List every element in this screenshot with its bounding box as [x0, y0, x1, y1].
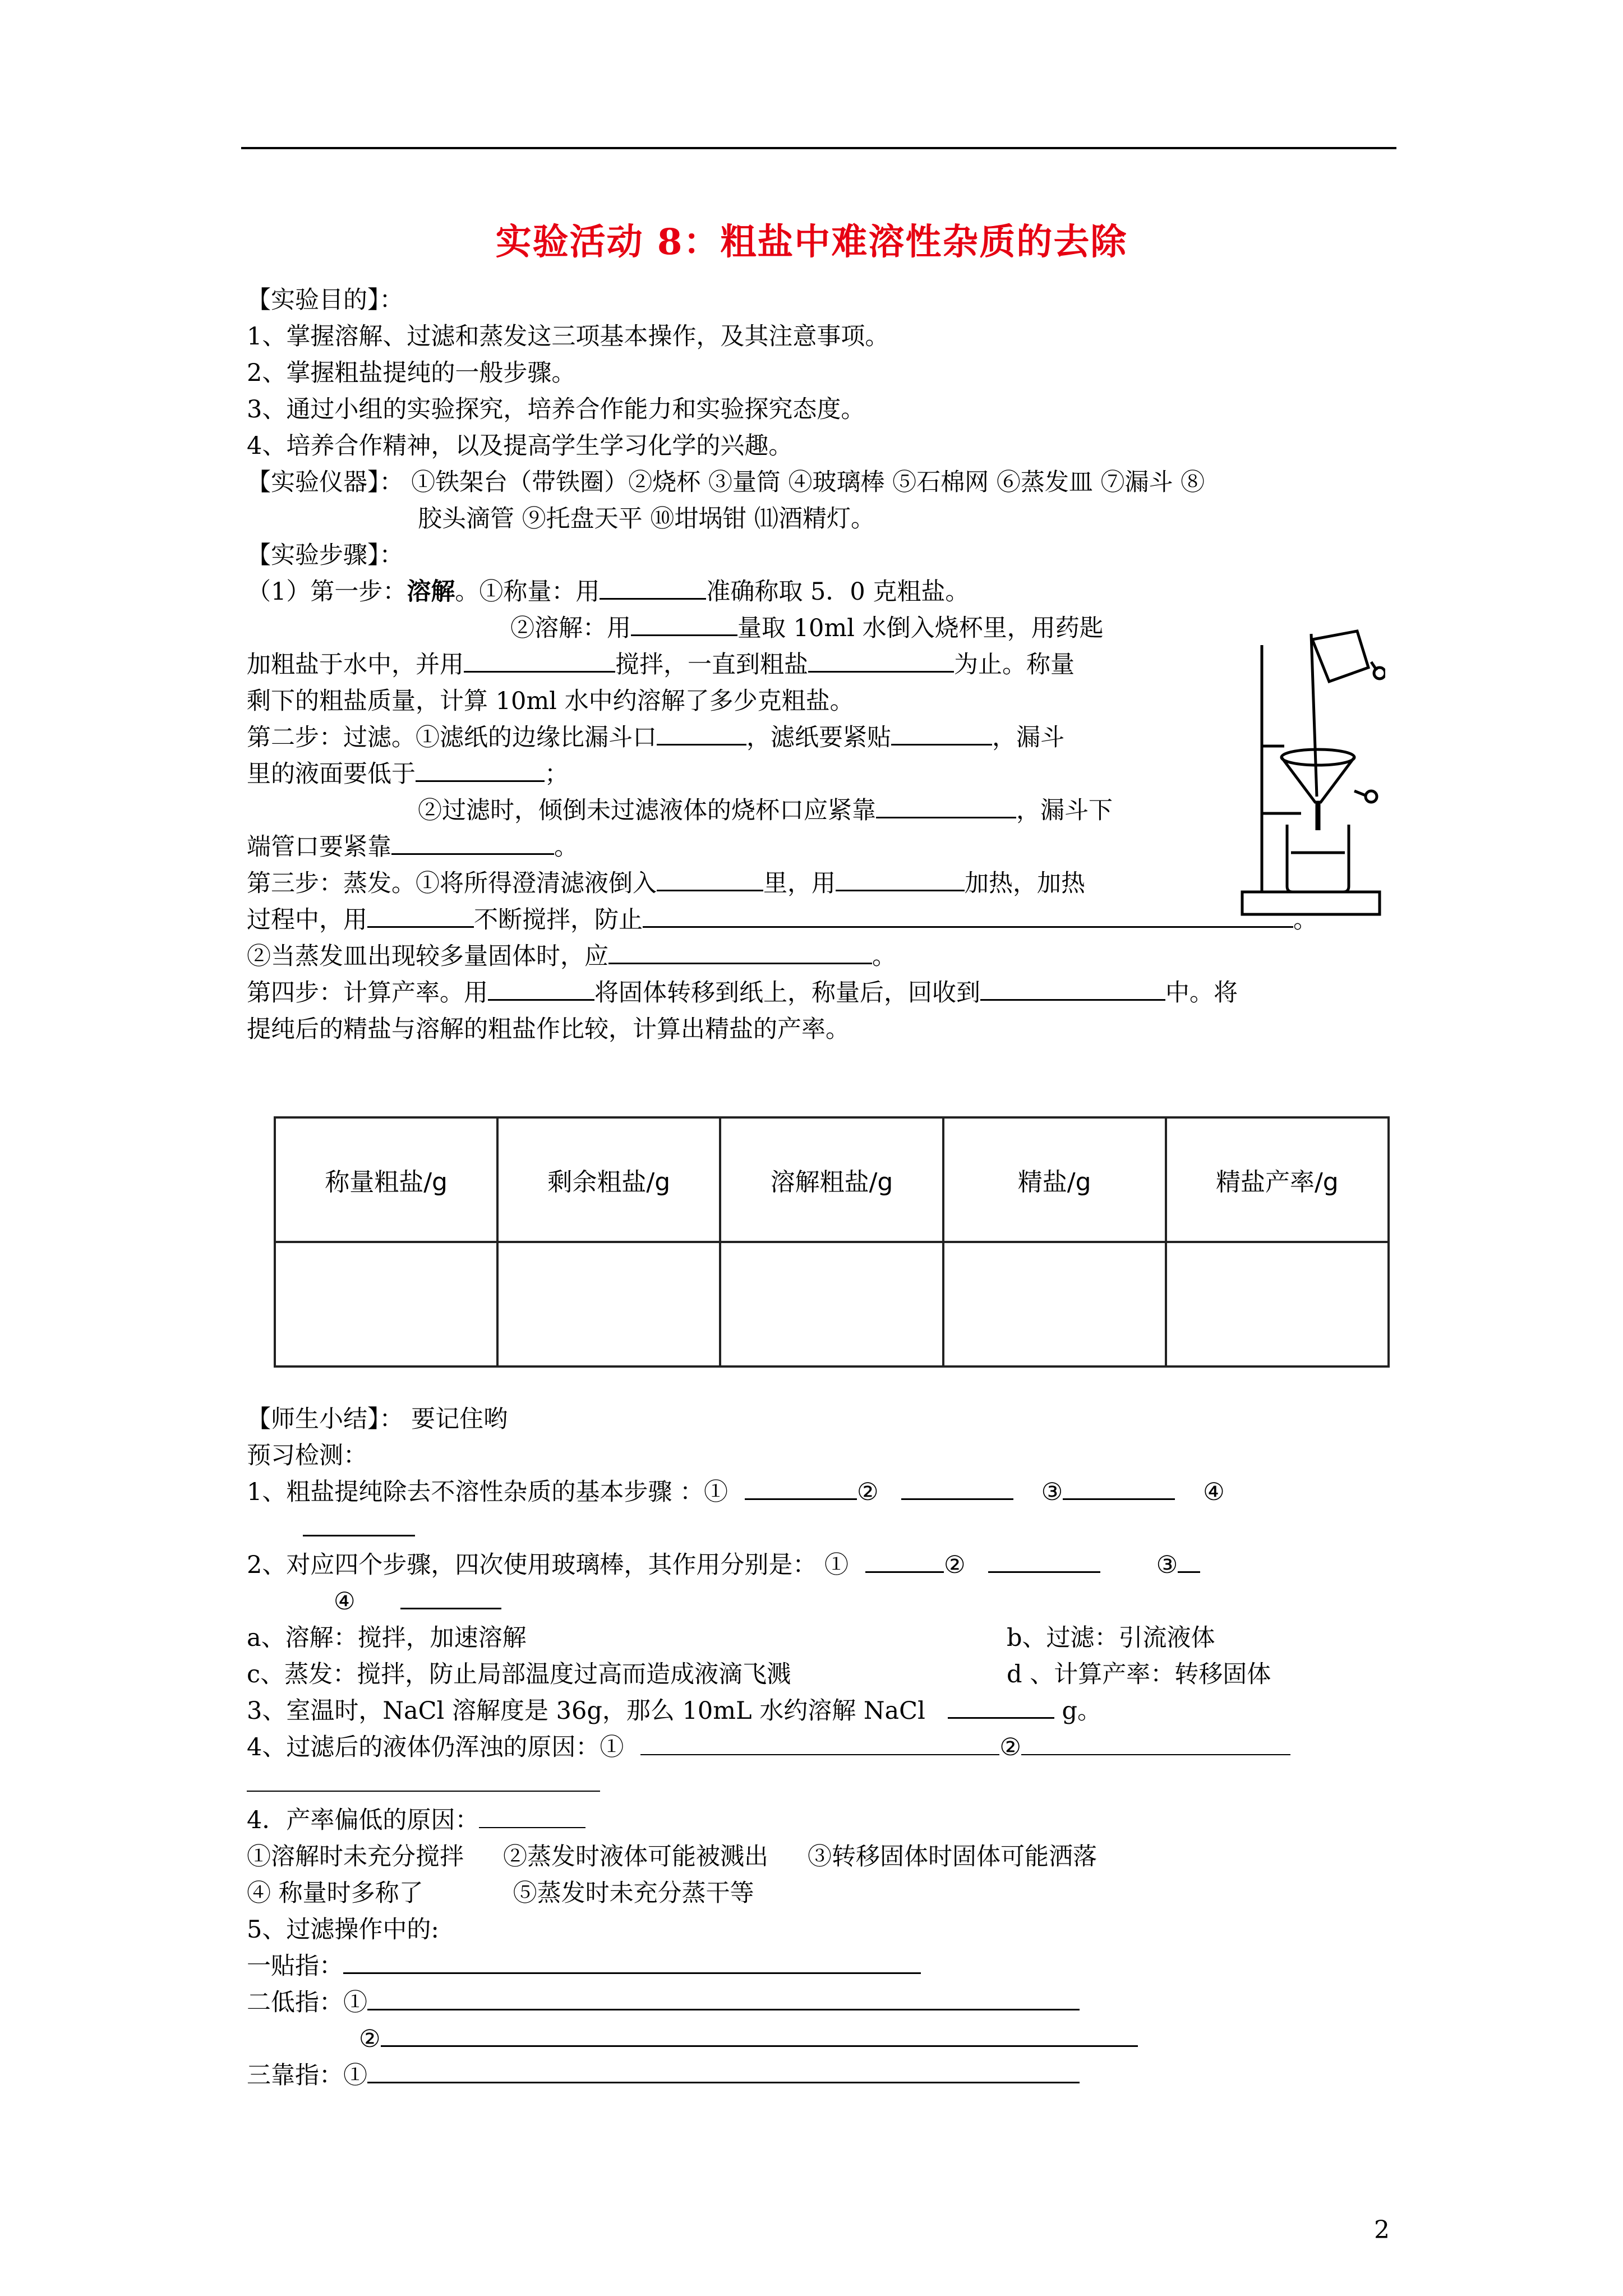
text: ②当蒸发皿出现较多量固体时，应 — [247, 942, 608, 970]
text: （1）第一步： — [247, 578, 407, 606]
text: ② — [359, 2025, 381, 2053]
reason-line-1 — [247, 1840, 1097, 1874]
step2-line1 — [247, 721, 1064, 754]
text: 量取 10ml 水倒入烧杯里，用药匙 — [737, 614, 1104, 642]
text: 里，用 — [763, 869, 836, 898]
reason-line-2 — [247, 1876, 754, 1910]
objectives-heading: 【实验目的】： — [247, 286, 404, 314]
table-cell-empty[interactable] — [275, 1242, 497, 1366]
text: 。 — [1293, 906, 1317, 934]
question-3 — [247, 1694, 1101, 1728]
text: 2、对应四个步骤，四次使用玻璃棒，其作用分别是： ① — [247, 1551, 849, 1579]
answer-blank[interactable] — [948, 1695, 1054, 1719]
answer-blank[interactable] — [901, 1476, 1013, 1500]
answer-blank[interactable] — [247, 1768, 600, 1792]
table-header-cell: 溶解粗盐/g — [720, 1117, 943, 1242]
reason-item: ⑤蒸发时未充分蒸干等 — [513, 1879, 754, 1907]
reason-item: ①溶解时未充分搅拌 — [247, 1843, 464, 1871]
answer-blank[interactable] — [381, 2023, 1138, 2047]
step4-line2: 提纯后的精盐与溶解的粗盐作比较，计算出精盐的产率。 — [247, 1015, 850, 1043]
objective-item: 3、通过小组的实验探究，培养合作能力和实验探究态度。 — [247, 395, 865, 424]
answer-blank[interactable] — [631, 612, 737, 636]
reason-item: ④ 称量时多称了 — [247, 1879, 423, 1907]
page-title: 实验活动 8：粗盐中难溶性杂质的去除 — [495, 221, 1128, 263]
text: ，漏斗下 — [1016, 797, 1113, 825]
reason-item: ②蒸发时液体可能被溅出 — [503, 1843, 768, 1871]
answer-blank[interactable] — [479, 1805, 585, 1828]
text: 一贴指： — [247, 1952, 343, 1980]
text: 1、粗盐提纯除去不溶性杂质的基本步骤 ：① — [247, 1478, 728, 1506]
preview-heading: 预习检测： — [247, 1442, 367, 1470]
text: ② — [857, 1478, 879, 1506]
step1-line3 — [247, 648, 1075, 682]
answer-blank[interactable] — [1178, 1549, 1200, 1573]
text: ④ — [1203, 1478, 1225, 1506]
two-low-line-1 — [247, 1986, 1080, 2019]
answer-blank[interactable] — [608, 940, 872, 964]
step2-line2 — [247, 757, 569, 791]
text: 搅拌，一直到粗盐 — [615, 651, 808, 679]
table-cell-empty[interactable] — [497, 1242, 720, 1366]
table-cell-empty[interactable] — [943, 1242, 1166, 1366]
text: 为止。称量 — [954, 651, 1075, 679]
text: 4．产率偏低的原因： — [247, 1806, 479, 1834]
apparatus-line — [247, 466, 1205, 499]
text: ③ — [1156, 1551, 1178, 1579]
summary-note: 要记住哟 — [403, 1405, 508, 1433]
summary-heading: 【师生小结】： — [247, 1405, 404, 1433]
answer-blank[interactable] — [600, 576, 706, 600]
text: 加粗盐于水中，并用 — [247, 651, 464, 679]
answer-blank[interactable] — [391, 831, 554, 855]
apparatus-list-cont: 胶头滴管 ⑨托盘天平 ⑩坩埚钳 ⑾酒精灯。 — [418, 505, 875, 533]
step3-line3 — [247, 940, 896, 973]
question-2 — [247, 1548, 1200, 1582]
answer-blank[interactable] — [367, 904, 474, 928]
text: 。 — [872, 942, 896, 970]
answer-blank[interactable] — [400, 1585, 501, 1609]
text: 端管口要紧靠 — [247, 833, 391, 861]
text: ； — [545, 760, 569, 788]
option-a: a、溶解：搅拌，加速溶解 — [247, 1624, 527, 1652]
apparatus-list: ①铁架台（带铁圈）②烧杯 ③量筒 ④玻璃棒 ⑤石棉网 ⑥蒸发皿 ⑦漏斗 ⑧ — [403, 468, 1205, 496]
objective-item: 1、掌握溶解、过滤和蒸发这三项基本操作，及其注意事项。 — [247, 323, 889, 351]
answer-blank[interactable] — [865, 1549, 944, 1573]
text: 3、室温时，NaCl 溶解度是 36g，那么 10mL 水约溶解 NaCl — [247, 1697, 925, 1725]
text: 中。将 — [1165, 979, 1238, 1007]
table-header-cell: 精盐/g — [943, 1117, 1166, 1242]
text: g。 — [1054, 1697, 1102, 1725]
step1-line1 — [247, 575, 969, 609]
step2-line3 — [418, 794, 1113, 827]
page-number: 2 — [1374, 2216, 1390, 2244]
option-c: c、蒸发：搅拌，防止局部温度过高而造成液滴飞溅 — [247, 1660, 791, 1688]
results-table — [274, 1116, 1390, 1368]
text: ④ — [334, 1588, 356, 1616]
apparatus-heading: 【实验仪器】： — [247, 468, 404, 496]
summary-heading-line — [247, 1402, 508, 1436]
text: 过程中，用 — [247, 906, 367, 934]
text: ② — [999, 1733, 1021, 1761]
question-yield — [247, 1803, 585, 1837]
answer-blank[interactable] — [980, 977, 1165, 1001]
text: 第三步：蒸发。①将所得澄清滤液倒入 — [247, 869, 657, 898]
text: ② — [944, 1551, 966, 1579]
question-1-cont — [303, 1512, 415, 1545]
text: 不断搅拌，防止 — [474, 906, 643, 934]
step1-line4: 剩下的粗盐质量，计算 10ml 水中约溶解了多少克粗盐。 — [247, 687, 854, 715]
option-d: d 、计算产率：转移固体 — [1007, 1660, 1271, 1688]
text: 第四步：计算产率。用 — [247, 979, 488, 1007]
reason-item: ③转移固体时固体可能洒落 — [808, 1843, 1097, 1871]
step3-line2 — [247, 903, 1317, 937]
table-cell-empty[interactable] — [1166, 1242, 1389, 1366]
answer-blank[interactable] — [988, 1549, 1100, 1573]
answer-blank[interactable] — [745, 1476, 857, 1500]
table-header-cell: 精盐产率/g — [1166, 1117, 1389, 1242]
text: ②溶解：用 — [510, 614, 631, 642]
text: 将固体转移到纸上，称量后，回收到 — [594, 979, 980, 1007]
three-lean-line — [247, 2059, 1080, 2092]
answer-blank[interactable] — [1021, 1732, 1290, 1755]
answer-blank[interactable] — [464, 648, 615, 673]
objective-item: 4、培养合作精神，以及提高学生学习化学的兴趣。 — [247, 432, 793, 460]
filtration-apparatus-illustration — [1239, 628, 1385, 920]
one-stick-line — [247, 1949, 921, 1983]
text: ，漏斗 — [992, 724, 1064, 752]
question-1 — [247, 1475, 1225, 1509]
text: ②过滤时，倾倒未过滤液体的烧杯口应紧靠 — [418, 797, 876, 825]
answer-blank[interactable] — [657, 721, 746, 746]
table-header-row — [275, 1117, 1389, 1242]
answer-blank[interactable] — [657, 867, 763, 891]
text: ，滤纸要紧贴 — [746, 724, 891, 752]
question-2-cont — [334, 1585, 501, 1618]
text: 。①称量：用 — [455, 578, 600, 606]
text: 。 — [554, 833, 578, 861]
answer-blank[interactable] — [343, 1950, 921, 1974]
answer-blank[interactable] — [488, 977, 594, 1001]
step1-line2 — [510, 611, 1104, 645]
answer-blank[interactable] — [836, 867, 965, 891]
table-row — [275, 1242, 1389, 1366]
table-cell-empty[interactable] — [720, 1242, 943, 1366]
text: 里的液面要低于 — [247, 760, 416, 788]
answer-blank[interactable] — [367, 1986, 1080, 2010]
answer-blank[interactable] — [416, 758, 545, 782]
answer-blank[interactable] — [640, 1732, 999, 1755]
text: 加热，加热 — [965, 869, 1085, 898]
table-header-cell: 剩余粗盐/g — [497, 1117, 720, 1242]
answer-blank[interactable] — [643, 904, 1293, 928]
step3-line1 — [247, 867, 1085, 900]
header-rule — [241, 147, 1396, 149]
text: 准确称取 5．0 克粗盐。 — [706, 578, 970, 606]
text: 4、过滤后的液体仍浑浊的原因：① — [247, 1733, 624, 1761]
step4-line1 — [247, 976, 1238, 1010]
text: 第二步：过滤。①滤纸的边缘比漏斗口 — [247, 724, 657, 752]
answer-blank[interactable] — [367, 2059, 1080, 2083]
steps-heading: 【实验步骤】： — [247, 541, 404, 569]
answer-blank[interactable] — [876, 794, 1016, 818]
two-low-line-2 — [359, 2022, 1138, 2056]
answer-blank[interactable] — [891, 721, 992, 746]
answer-blank[interactable] — [808, 648, 954, 673]
text: 三靠指：① — [247, 2062, 367, 2090]
text: ③ — [1041, 1478, 1063, 1506]
answer-blank[interactable] — [1063, 1476, 1175, 1500]
table-header-cell: 称量粗盐/g — [275, 1117, 497, 1242]
question-4 — [247, 1731, 1290, 1764]
question-5: 5、过滤操作中的: — [247, 1916, 439, 1944]
answer-blank[interactable] — [303, 1512, 415, 1536]
text: 二低指：① — [247, 1989, 367, 2017]
question-4-cont — [247, 1767, 600, 1801]
text-bold: 溶解 — [407, 578, 455, 606]
objective-item: 2、掌握粗盐提纯的一般步骤。 — [247, 359, 576, 387]
option-b: b、过滤：引流液体 — [1007, 1624, 1215, 1652]
step2-line4 — [247, 830, 578, 864]
